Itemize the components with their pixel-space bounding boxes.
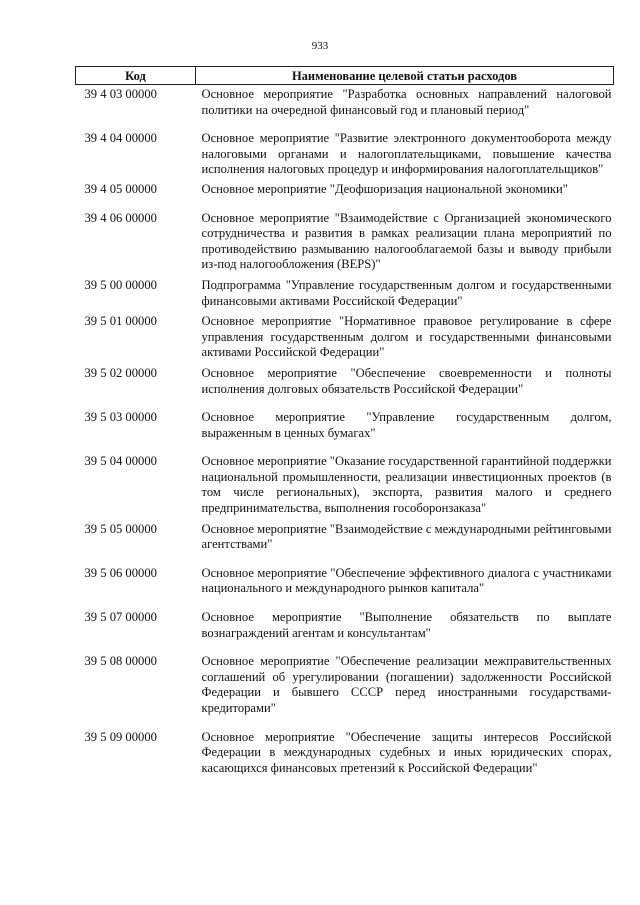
row-code: 39 5 08 00000 (84, 654, 157, 669)
row-name: Основное мероприятие "Разработка основных направлений налоговой политики на очередной финансовый год и плановый период" (201, 87, 612, 117)
row-name: Основное мероприятие "Управление государственным долгом, выраженным в ценных бумагах" (201, 410, 612, 440)
table-row (76, 366, 614, 410)
row-name: Основное мероприятие "Взаимодействие с международными рейтинговыми агентствами" (201, 521, 612, 552)
row-name: Основное мероприятие "Выполнение обязательств по выплате вознаграждений агентам и консультантам" (201, 610, 612, 640)
table-row (76, 566, 614, 610)
table-row (76, 278, 614, 314)
row-code: 39 5 00 00000 (84, 277, 157, 292)
row-code: 39 5 04 00000 (84, 454, 157, 469)
table-row (76, 654, 614, 729)
page-number: 933 (311, 40, 329, 52)
row-name: Основное мероприятие "Взаимодействие с Организацией экономического сотрудничества и развития в рамках реализации плана мероприятий по противодействию размыванию налогооблагаемой базы и выводу прибыли из-под налогообложения (BEPS)" (201, 210, 612, 272)
row-name: Основное мероприятие "Обеспечение своевременности и полноты исполнения долговых обязательств Российской Федерации" (201, 365, 612, 396)
table-row (76, 85, 614, 132)
row-name: Основное мероприятие "Развитие электронного документооборота между налоговыми органами и налогоплательщиками, повышение качества исполнения налоговых процедур и информирования налогоплательщиков" (201, 131, 612, 177)
table-row (76, 522, 614, 566)
row-code: 39 5 02 00000 (84, 365, 157, 380)
row-name: Основное мероприятие "Обеспечение эффективного диалога с участниками национального и международного рынков капитала" (201, 565, 612, 596)
table-row (76, 211, 614, 278)
row-name: Основное мероприятие "Обеспечение реализации межправительственных соглашений об урегулировании (погашении) задолженности Российской Федерации и бывшего СССР перед иностранными государствами-кредиторами" (201, 654, 612, 715)
row-name: Подпрограмма "Управление государственным долгом и государственными финансовыми активами Российской Федерации" (201, 277, 612, 308)
row-name: Основное мероприятие "Обеспечение защиты интересов Российской Федерации в международных судебных и иных юридических спорах, касающихся финансовых претензий к Российской Федерации" (201, 729, 612, 775)
row-code: 39 4 05 00000 (84, 181, 157, 196)
column-header-code: Код (76, 67, 196, 85)
row-code: 39 5 03 00000 (84, 410, 157, 425)
row-code: 39 4 03 00000 (84, 87, 157, 101)
row-code: 39 5 05 00000 (84, 521, 157, 536)
table-row (76, 730, 614, 777)
row-code: 39 4 06 00000 (84, 210, 157, 225)
row-code: 39 4 04 00000 (84, 131, 157, 146)
table-row (76, 182, 614, 211)
row-code: 39 5 07 00000 (84, 610, 157, 625)
row-name: Основное мероприятие "Деофшоризация национальной экономики" (201, 181, 568, 196)
row-code: 39 5 09 00000 (84, 729, 157, 744)
row-name: Основное мероприятие "Оказание государственной гарантийной поддержки национальной промышленности, реализации инвестиционных проектов (в том числе региональных), экспорта, развития малого и среднего предпринимательства, выполнения гособоронзаказа" (201, 454, 612, 516)
row-code: 39 5 06 00000 (84, 565, 157, 580)
table-header-row (76, 67, 614, 85)
table-row (76, 454, 614, 521)
budget-classification-table (75, 66, 614, 776)
column-header-name: Наименование целевой статьи расходов (196, 67, 614, 85)
table-row (76, 610, 614, 654)
row-code: 39 5 01 00000 (84, 314, 157, 329)
table-row (76, 410, 614, 454)
row-name: Основное мероприятие "Нормативное правовое регулирование в сфере управления государственным долгом и государственными финансовыми активами Российской Федерации" (201, 314, 612, 360)
table-row (76, 131, 614, 182)
table-row (76, 314, 614, 366)
